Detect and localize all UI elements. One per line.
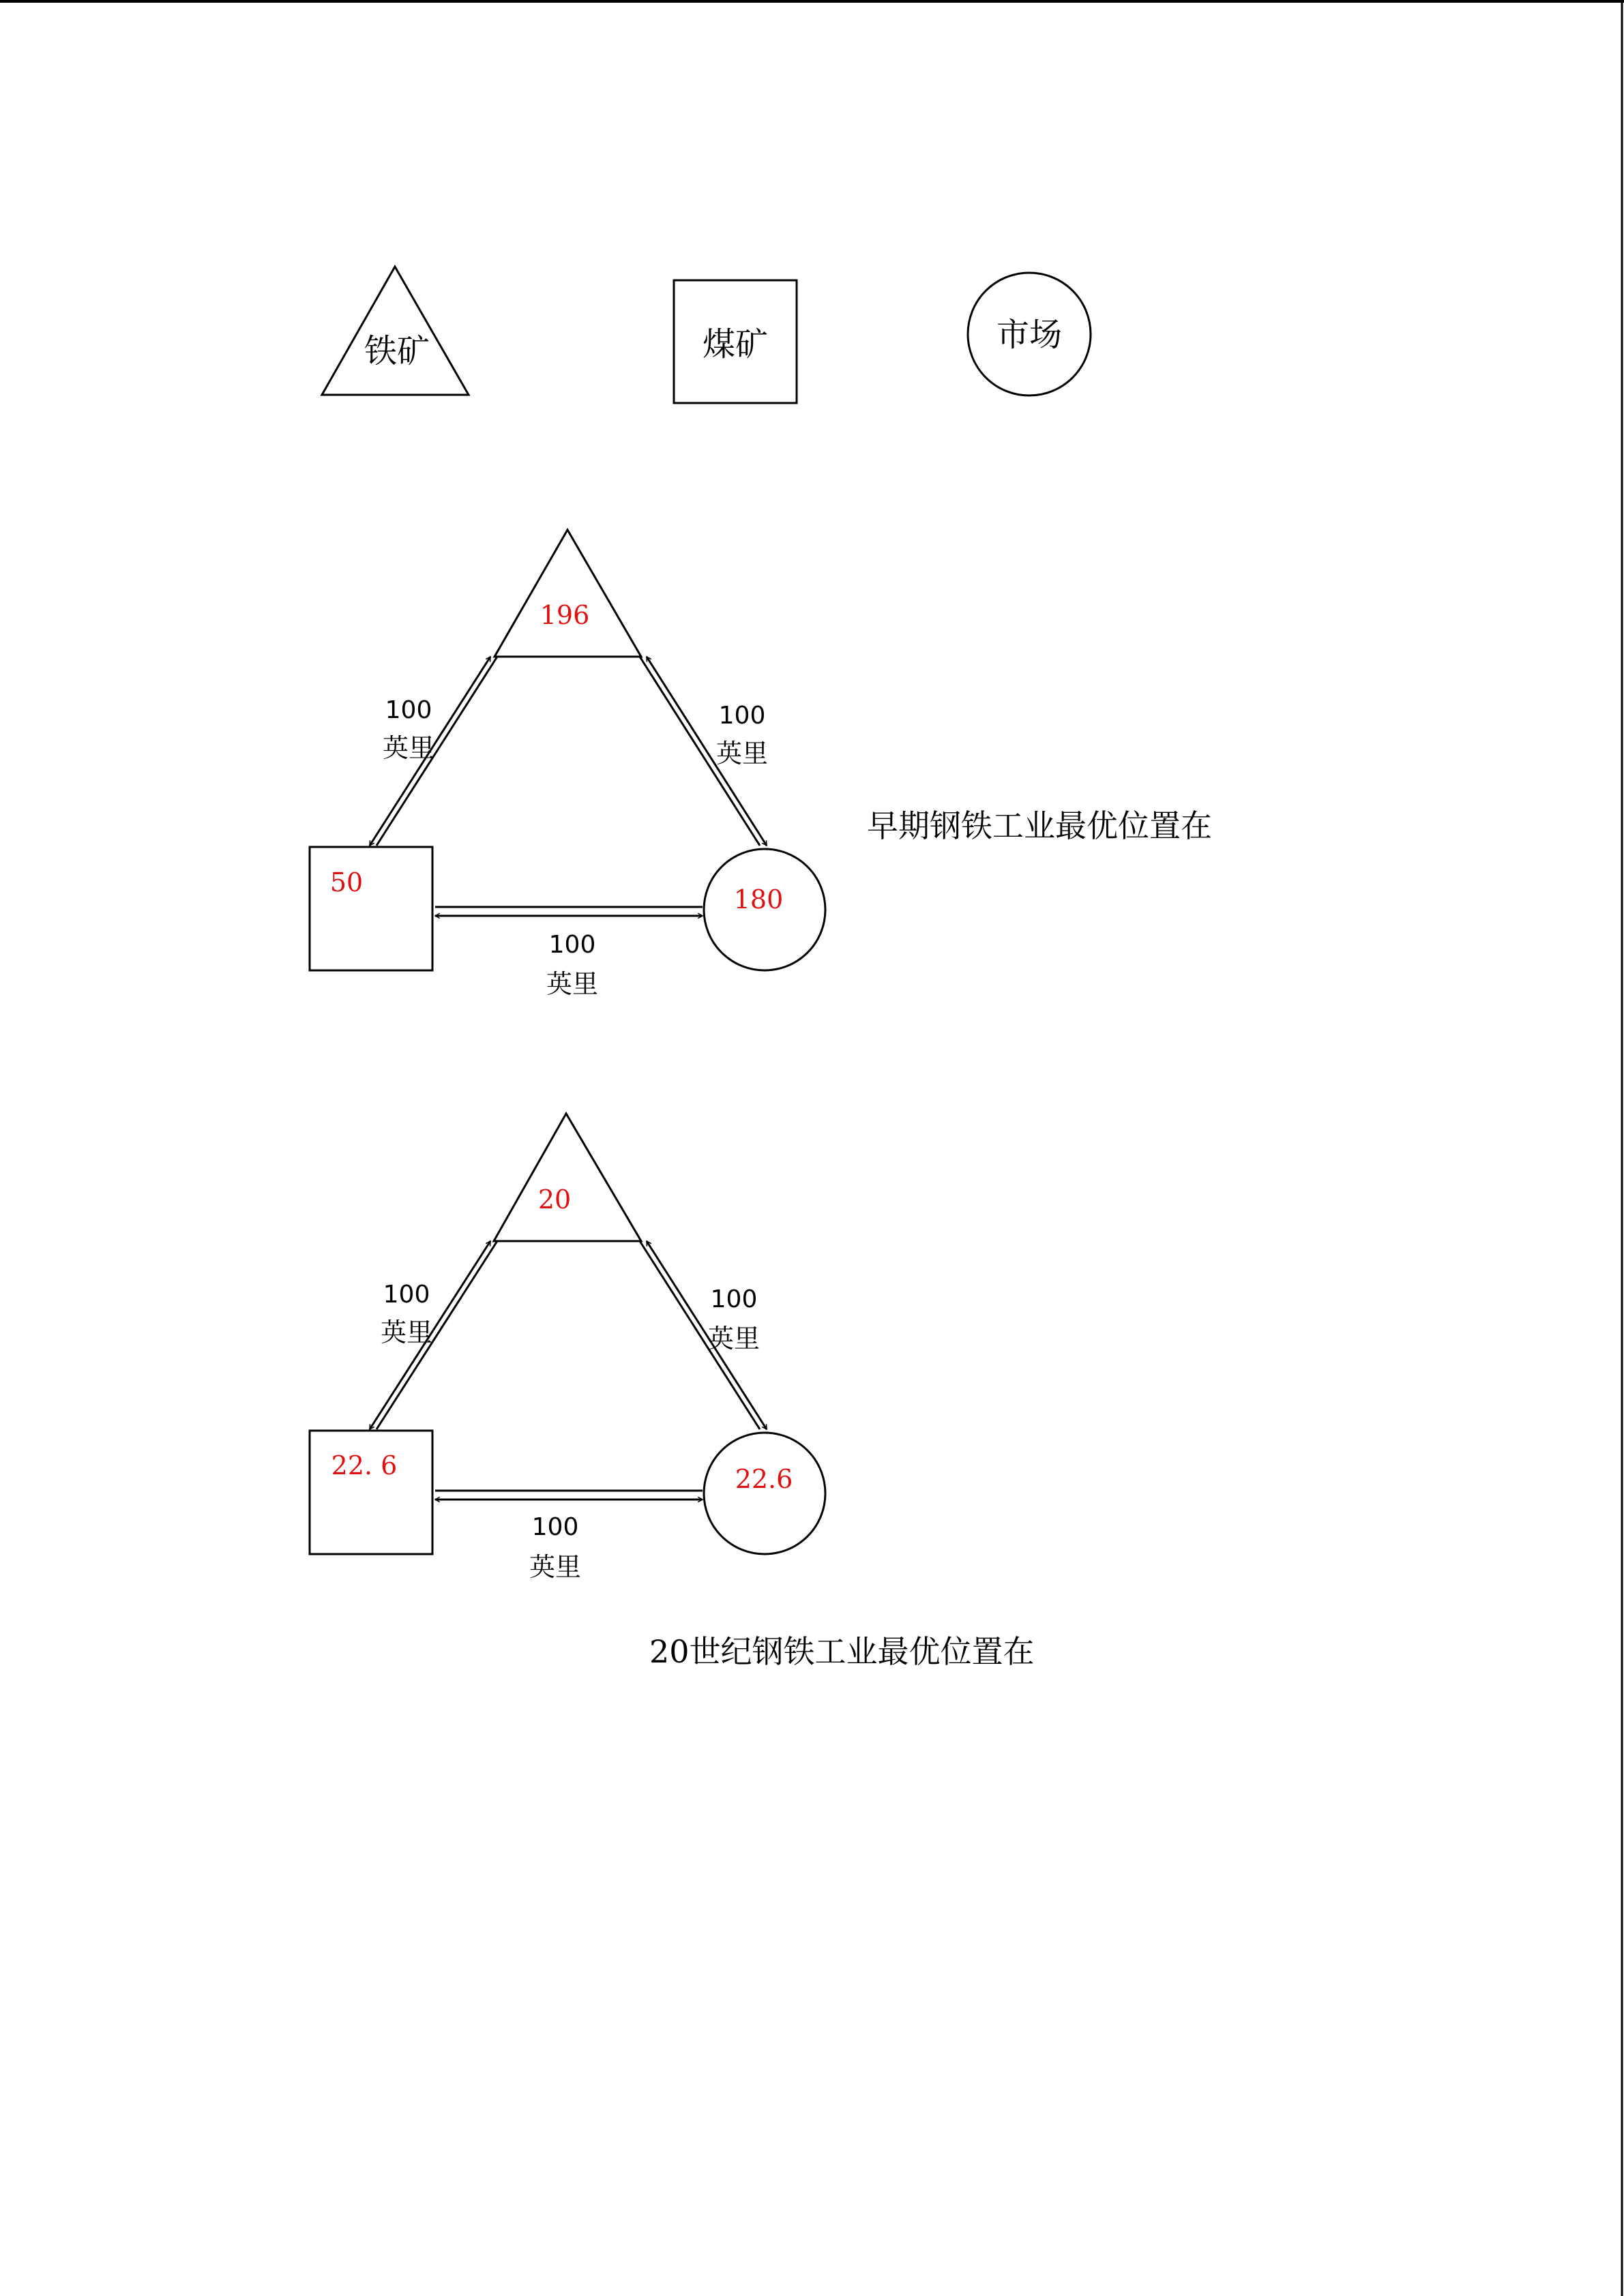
coal-mine-node — [310, 1431, 432, 1554]
edge-iron-market-distance: 100 — [718, 702, 766, 730]
edge-iron-market-unit: 英里 — [707, 1324, 761, 1354]
coal-mine-value: 22. 6 — [331, 1450, 398, 1480]
coal-mine-node — [310, 847, 432, 970]
edge-iron-coal-unit: 英里 — [380, 1317, 433, 1347]
edge-coal-market-unit: 英里 — [529, 1552, 582, 1582]
edge-coal-market-distance: 100 — [531, 1513, 579, 1541]
iron-mine-value: 20 — [537, 1184, 572, 1214]
diagram-20th-century — [310, 1114, 1035, 1670]
legend-iron-label: 铁矿 — [364, 332, 430, 370]
edge-iron-market-unit: 英里 — [715, 739, 769, 769]
legend-iron-triangle — [322, 267, 469, 395]
coal-mine-value: 50 — [329, 867, 364, 897]
edge-coal-market-distance: 100 — [548, 931, 596, 959]
iron-mine-value: 196 — [540, 600, 590, 630]
edge-iron-market-distance: 100 — [710, 1285, 758, 1313]
legend-market-label: 市场 — [996, 316, 1063, 354]
edge-coal-market-unit: 英里 — [546, 969, 599, 999]
diagram-early-caption: 早期钢铁工业最优位置在 — [867, 807, 1212, 844]
market-value: 22.6 — [735, 1464, 793, 1494]
market-value: 180 — [733, 884, 784, 914]
diagram-20th-century-caption: 20世纪钢铁工业最优位置在 — [649, 1633, 1035, 1670]
iron-mine-node — [494, 1114, 641, 1241]
edge-coal-market — [435, 907, 703, 916]
diagram-early — [310, 530, 1212, 999]
legend-coal-label: 煤矿 — [702, 325, 769, 363]
iron-mine-node — [494, 530, 641, 657]
edge-iron-coal-unit: 英里 — [382, 733, 435, 763]
edge-iron-coal-distance: 100 — [385, 696, 432, 724]
legend — [322, 267, 1091, 403]
edge-iron-coal-distance: 100 — [383, 1281, 430, 1309]
edge-coal-market — [435, 1491, 703, 1500]
